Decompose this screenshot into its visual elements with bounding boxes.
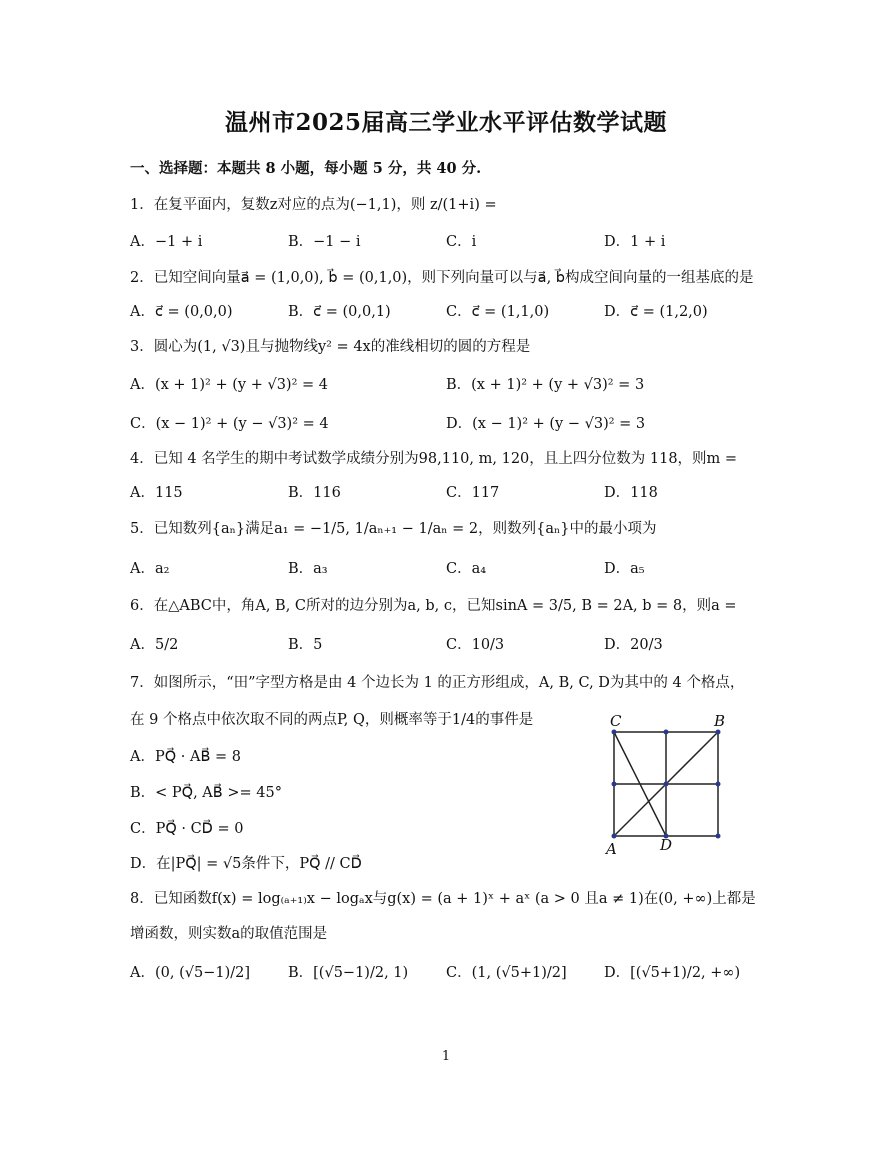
question-4-option-b: B．116	[288, 485, 341, 501]
question-5-option-b: B．a₃	[288, 561, 328, 577]
question-3-option-a: A．(x + 1)² + (y + √3)² = 4	[130, 377, 328, 393]
question-8-option-a: A．(0, (√5−1)/2]	[130, 965, 250, 981]
question-6-option-c: C．10/3	[446, 637, 505, 653]
page-number: 1	[441, 1049, 451, 1064]
question-8-option-c: C．(1, (√5+1)/2]	[446, 965, 567, 981]
question-8-option-b: B．[(√5−1)/2, 1)	[288, 965, 409, 981]
question-8-option-d: D．[(√5+1)/2, +∞)	[604, 965, 741, 981]
question-1-stem: 1．在复平面内，复数z对应的点为(−1,1)，则 z/(1+i) =	[130, 197, 497, 213]
question-7-option-b: B．< PQ⃗, AB⃗ >= 45°	[130, 785, 282, 801]
question-6-stem: 6．在△ABC中，角A, B, C所对的边分别为a, b, c，已知sinA = 3/5, B = 2A, b = 8，则a =	[130, 598, 737, 614]
question-4-option-c: C．117	[446, 485, 500, 501]
question-6-option-b: B．5	[288, 637, 323, 653]
label-a: A	[606, 840, 617, 858]
question-1-option-a: A．−1 + i	[130, 234, 203, 250]
question-5-stem: 5．已知数列{aₙ}满足a₁ = −1/5, 1/aₙ₊₁ − 1/aₙ = 2，则数列{aₙ}中的最小项为	[130, 521, 657, 537]
grid-figure	[600, 710, 740, 860]
question-2-option-a: A．c⃗ = (0,0,0)	[130, 304, 233, 320]
question-4-stem: 4．已知 4 名学生的期中考试数学成绩分别为98,110, m, 120，且上四分位数为 118，则m =	[130, 451, 738, 467]
question-7-option-a: A．PQ⃗ · AB⃗ = 8	[130, 749, 241, 765]
question-7-stem-line-1: 7．如图所示，“田”字型方格是由 4 个边长为 1 的正方形组成，A, B, C, D为其中的 4 个格点，	[130, 675, 745, 691]
question-2-stem: 2．已知空间向量a⃗ = (1,0,0), b⃗ = (0,1,0)，则下列向量可以与a⃗, b⃗构成空间向量的一组基底的是	[130, 270, 754, 286]
label-c: C	[610, 712, 622, 730]
question-1-option-c: C．i	[446, 234, 477, 250]
question-8-stem-line-2: 增函数，则实数a的取值范围是	[130, 926, 328, 942]
question-2-option-d: D．c⃗ = (1,2,0)	[604, 304, 708, 320]
question-3-option-c: C．(x − 1)² + (y − √3)² = 4	[130, 416, 329, 432]
question-1-option-b: B．−1 − i	[288, 234, 361, 250]
question-4-option-d: D．118	[604, 485, 658, 501]
question-3-option-d: D．(x − 1)² + (y − √3)² = 3	[446, 416, 646, 432]
question-2-option-c: C．c⃗ = (1,1,0)	[446, 304, 550, 320]
question-3-stem: 3．圆心为(1, √3)且与抛物线y² = 4x的准线相切的圆的方程是	[130, 339, 531, 355]
question-6-option-a: A．5/2	[130, 637, 179, 653]
section-heading: 一、选择题：本题共 8 小题，每小题 5 分，共 40 分.	[130, 160, 482, 177]
question-8-stem-line-1: 8．已知函数f(x) = log₍ₐ₊₁₎x − logₐx与g(x) = (a + 1)ˣ + aˣ (a > 0 且a ≠ 1)在(0, +∞)上都是	[130, 891, 756, 907]
question-6-option-d: D．20/3	[604, 637, 663, 653]
page-title: 温州市2025届高三学业水平评估数学试题	[224, 109, 667, 136]
question-1-option-d: D．1 + i	[604, 234, 666, 250]
question-7-option-d: D．在|PQ⃗| = √5条件下，PQ⃗ // CD⃗	[130, 856, 362, 872]
label-d: D	[660, 836, 673, 854]
question-7-stem-line-2: 在 9 个格点中依次取不同的两点P, Q，则概率等于1/4的事件是	[130, 712, 534, 728]
label-b: B	[714, 712, 726, 730]
question-5-option-d: D．a₅	[604, 561, 645, 577]
question-2-option-b: B．c⃗ = (0,0,1)	[288, 304, 391, 320]
question-7-option-c: C．PQ⃗ · CD⃗ = 0	[130, 821, 244, 837]
question-4-option-a: A．115	[130, 485, 183, 501]
question-3-option-b: B．(x + 1)² + (y + √3)² = 3	[446, 377, 645, 393]
question-5-option-a: A．a₂	[130, 561, 170, 577]
question-5-option-c: C．a₄	[446, 561, 487, 577]
